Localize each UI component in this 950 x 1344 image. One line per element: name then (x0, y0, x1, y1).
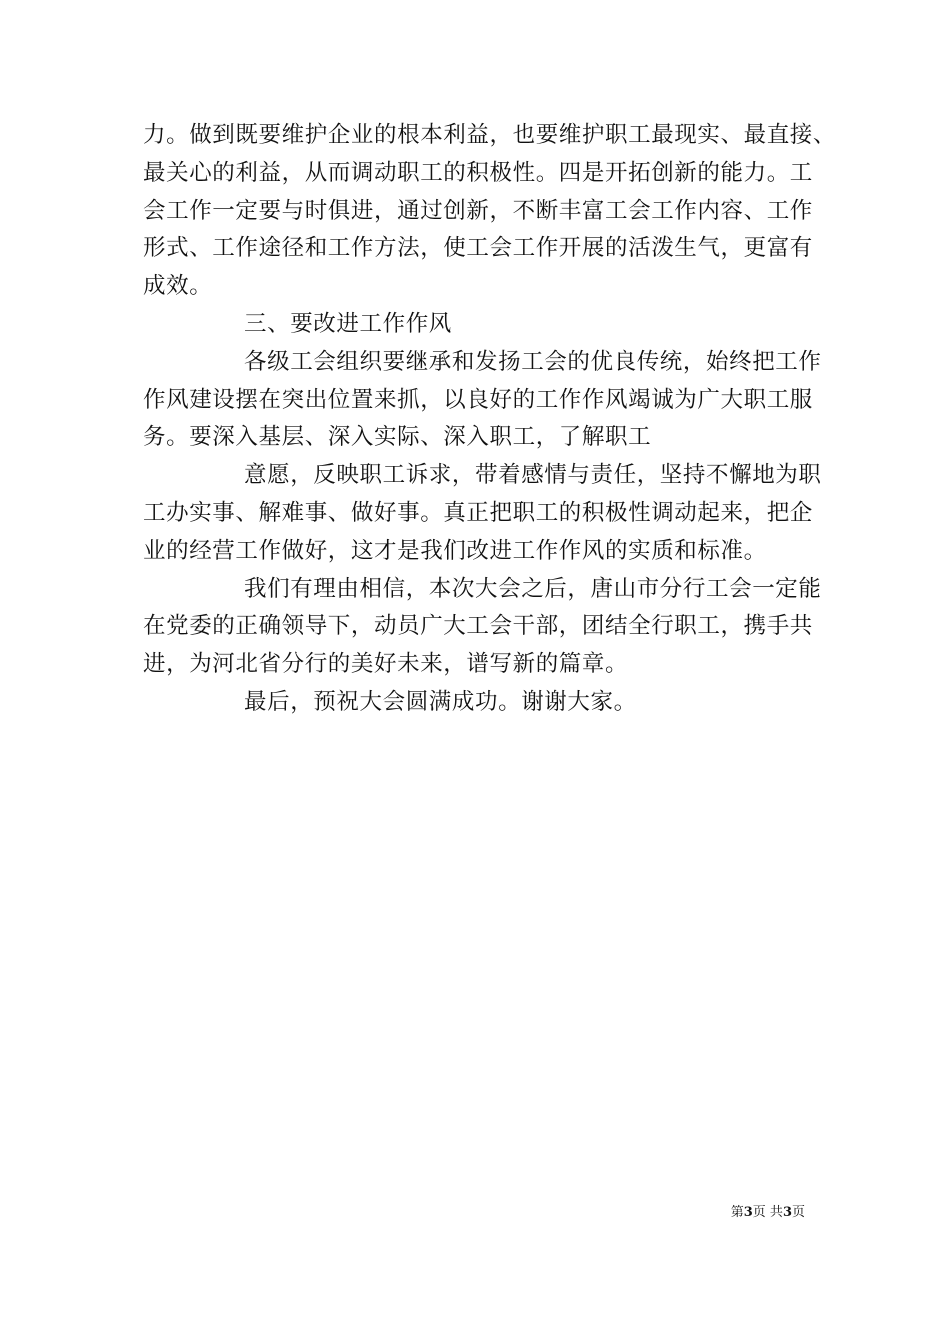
text-line: 业的经营工作做好，这才是我们改进工作作风的实质和标准。 (143, 537, 767, 564)
text-line: 工办实事、解难事、做好事。真正把职工的积极性调动起来，把企 (143, 499, 813, 526)
text-line: 力。做到既要维护企业的根本利益，也要维护职工最现实、最直接、 (143, 122, 837, 148)
section-heading: 三、要改进工作作风 (244, 310, 452, 337)
text-line: 务。要深入基层、深入实际、深入职工，了解职工 (143, 424, 652, 451)
text-line: 最关心的利益，从而调动职工的积极性。四是开拓创新的能力。工 (143, 159, 813, 186)
total-pages-number: 3 (782, 1205, 792, 1220)
text-line: 会工作一定要与时俱进，通过创新，不断丰富工会工作内容、工作 (143, 197, 813, 224)
closing-line: 最后，预祝大会圆满成功。谢谢大家。 (244, 688, 637, 715)
footer-middle: 页 共 (752, 1205, 783, 1220)
body-text (143, 117, 837, 722)
text-line: 进，为河北省分行的美好未来，谱写新的篇章。 (143, 651, 629, 678)
text-line: 形式、工作途径和工作方法，使工会工作开展的活泼生气，更富有 (143, 235, 813, 262)
text-line: 各级工会组织要继承和发扬工会的优良传统，始终把工作 (244, 348, 822, 375)
text-line: 在党委的正确领导下，动员广大工会干部，团结全行职工，携手共 (143, 613, 813, 640)
text-line: 作风建设摆在突出位置来抓，以良好的工作作风竭诚为广大职工服 (143, 386, 813, 413)
text-line: 成效。 (143, 273, 213, 300)
page-footer (731, 1204, 805, 1222)
text-line: 我们有理由相信，本次大会之后，唐山市分行工会一定能 (244, 575, 822, 602)
footer-suffix: 页 (791, 1205, 805, 1220)
current-page-number: 3 (743, 1205, 753, 1220)
text-line: 意愿，反映职工诉求，带着感情与责任，坚持不懈地为职 (244, 462, 822, 489)
footer-prefix: 第 (730, 1205, 744, 1220)
